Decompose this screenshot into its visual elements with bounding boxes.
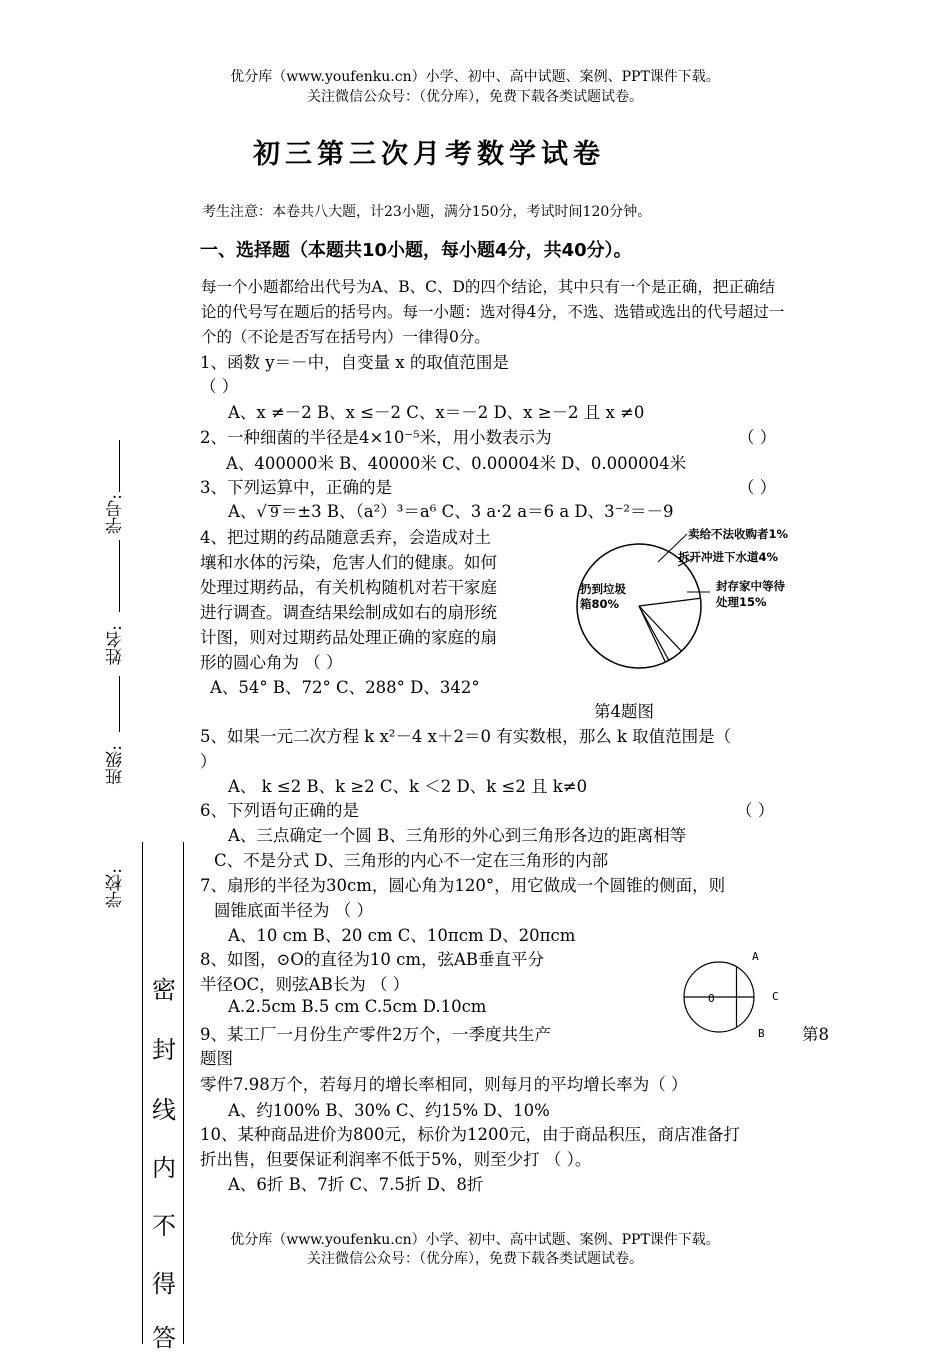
exam-notice: 考生注意：本卷共八大题，计23小题，满分150分，考试时间120分钟。 xyxy=(202,204,652,220)
question-7-options: A、10 cm B、20 cm C、10πcm D、20πcm xyxy=(228,926,576,945)
sqrt-icon: √ xyxy=(256,502,267,521)
question-2-stem: 2、一种细菌的半径是4×10⁻⁵米，用小数表示为 xyxy=(200,428,552,447)
question-4-options: A、54° B、72° C、288° D、342° xyxy=(210,678,480,697)
question-3-opt-a-prefix: A、 xyxy=(228,502,257,521)
question-1-bracket: （ ） xyxy=(200,377,239,396)
question-6-stem: 6、下列语句正确的是 xyxy=(200,801,359,820)
question-10-stem: 10、某种商品进价为800元，标价为1200元，由于商品积压，商店准备打 xyxy=(200,1125,740,1144)
header-line-2: 关注微信公众号：（优分库），免费下载各类试题试卷。 xyxy=(307,89,643,105)
footer-line-2: 关注微信公众号：（优分库），免费下载各类试题试卷。 xyxy=(307,1251,643,1267)
question-5-stem: 5、如果一元二次方程 k x²－4 x＋2＝0 有实数根，那么 k 取值范围是（ xyxy=(200,727,732,746)
class-label: 班级: xyxy=(106,745,126,785)
question-5-options: A、 k ≤2 B、k ≥2 C、k ＜2 D、k ≤2 且 k≠0 xyxy=(228,777,588,796)
question-8-options: A.2.5cm B.5 cm C.5cm D.10cm xyxy=(228,997,487,1016)
name-label: 姓名: xyxy=(106,625,126,665)
question-1-options: A、x ≠－2 B、x ≤－2 C、x＝－2 D、x ≥－2 且 x ≠0 xyxy=(228,403,645,422)
question-3-options xyxy=(228,498,673,522)
pie-label-trash: 扔到垃圾 xyxy=(580,582,626,596)
figure-4-caption: 第4题图 xyxy=(594,702,654,721)
question-7-stem: 7、扇形的半径为30cm，圆心角为120°，用它做成一个圆锥的侧面，则 xyxy=(200,876,726,895)
question-3-opt-rest: ＝±3 B、（a²）³＝a⁶ C、3 a·2 a＝6 a D、3⁻²＝－9 xyxy=(280,502,674,521)
question-9-options: A、约100% B、30% C、约15% D、10% xyxy=(228,1101,550,1120)
section-intro-line: 论的代号写在题后的括号内。每一小题：选对得4分，不选、选错或选出的代号超过一 xyxy=(201,303,785,321)
question-6-options-1: A、三点确定一个圆 B、三角形的外心到三角形各边的距离相等 xyxy=(228,826,687,845)
student-id-line xyxy=(119,440,120,492)
figure-8-caption-2: 题图 xyxy=(200,1049,233,1068)
seal-char: 内 xyxy=(152,1154,176,1182)
question-7-stem-2: 圆锥底面半径为 （ ） xyxy=(214,901,373,920)
question-4-line: 进行调查。调查结果绘制成如右的扇形统 xyxy=(200,603,497,622)
point-o-label: O xyxy=(708,992,715,1005)
question-8-stem-2: 半径OC，则弦AB长为 （ ） xyxy=(200,975,410,994)
pie-chart xyxy=(560,520,860,680)
seal-char: 不 xyxy=(152,1212,176,1240)
question-3-bracket: （ ） xyxy=(738,478,777,497)
circle-figure xyxy=(676,942,796,1042)
question-9-stem-2: 零件7.98万个，若每月的增长率相同，则每月的平均增长率为（ ） xyxy=(200,1075,688,1094)
section-intro-line: 个的（不论是否写在括号内）一律得0分。 xyxy=(201,328,490,346)
section-intro-line: 每一个小题都给出代号为A、B、C、D的四个结论，其中只有一个是正确，把正确结 xyxy=(201,278,775,296)
question-3-stem: 3、下列运算中，正确的是 xyxy=(200,478,392,497)
pie-label-store: 封存家中等待 xyxy=(716,579,785,593)
question-3-radicand: 9 xyxy=(269,505,279,521)
figure-8-caption: 第8 xyxy=(802,1025,829,1044)
question-8-stem: 8、如图，⊙O的直径为10 cm，弦AB垂直平分 xyxy=(200,950,545,969)
question-2-options: A、400000米 B、40000米 C、0.00004米 D、0.000004米 xyxy=(226,454,687,473)
school-label: 学校: xyxy=(106,868,126,908)
question-4-line: 壤和水体的污染，危害人们的健康。如何 xyxy=(200,553,497,572)
section-heading: 一、选择题（本题共10小题，每小题4分，共40分）。 xyxy=(200,240,632,261)
seal-line-left xyxy=(142,842,143,1344)
question-2-bracket: （ ） xyxy=(738,428,777,447)
header-line-1: 优分库（www.youfenku.cn）小学、初中、高中试题、案例、PPT课件下载。 xyxy=(230,69,720,85)
pie-label-store: 处理15% xyxy=(716,595,767,609)
question-10-stem-2: 折出售，但要保证利润率不低于5%，则至少打 （ ）。 xyxy=(200,1150,592,1169)
pie-label-sell: 卖给不法收购者1% xyxy=(688,527,789,541)
divider-line xyxy=(119,540,120,612)
question-6-options-2: C、不是分式 D、三角形的内心不一定在三角形的内部 xyxy=(214,851,609,870)
question-1-stem: 1、函数 y＝－中，自变量 x 的取值范围是 xyxy=(200,353,509,372)
point-c-label: C xyxy=(772,990,779,1003)
question-9-stem: 9、某工厂一月份生产零件2万个，一季度共生产 xyxy=(200,1025,551,1044)
seal-line-right xyxy=(183,842,184,1344)
student-id-label: 学号: xyxy=(106,494,126,534)
name-line xyxy=(119,676,120,732)
question-5-stem-end: ） xyxy=(200,752,217,771)
exam-title: 初三第三次月考数学试卷 xyxy=(253,139,605,170)
footer-line-1: 优分库（www.youfenku.cn）小学、初中、高中试题、案例、PPT课件下载。 xyxy=(230,1232,720,1248)
point-a-label: A xyxy=(752,950,759,963)
question-4-line: 形的圆心角为 （ ） xyxy=(200,653,343,672)
seal-char: 密 xyxy=(152,976,176,1004)
pie-label-trash: 箱80% xyxy=(580,597,620,611)
pie-slice-boundary-封存家中等待处理 xyxy=(639,598,701,606)
seal-char: 线 xyxy=(152,1096,176,1124)
pie-label-flush: 拆开冲进下水道4% xyxy=(678,550,779,564)
seal-char: 封 xyxy=(152,1036,176,1064)
question-6-bracket: （ ） xyxy=(736,801,775,820)
question-10-options: A、6折 B、7折 C、7.5折 D、8折 xyxy=(228,1175,484,1194)
seal-char: 得 xyxy=(152,1270,176,1298)
point-b-label: B xyxy=(758,1027,765,1040)
question-4-line: 4、把过期的药品随意丢弃，会造成对土 xyxy=(200,528,491,547)
seal-char: 答 xyxy=(152,1324,176,1352)
question-4-line: 处理过期药品，有关机构随机对若干家庭 xyxy=(200,578,497,597)
question-4-line: 计图，则对过期药品处理正确的家庭的扇 xyxy=(200,628,497,647)
